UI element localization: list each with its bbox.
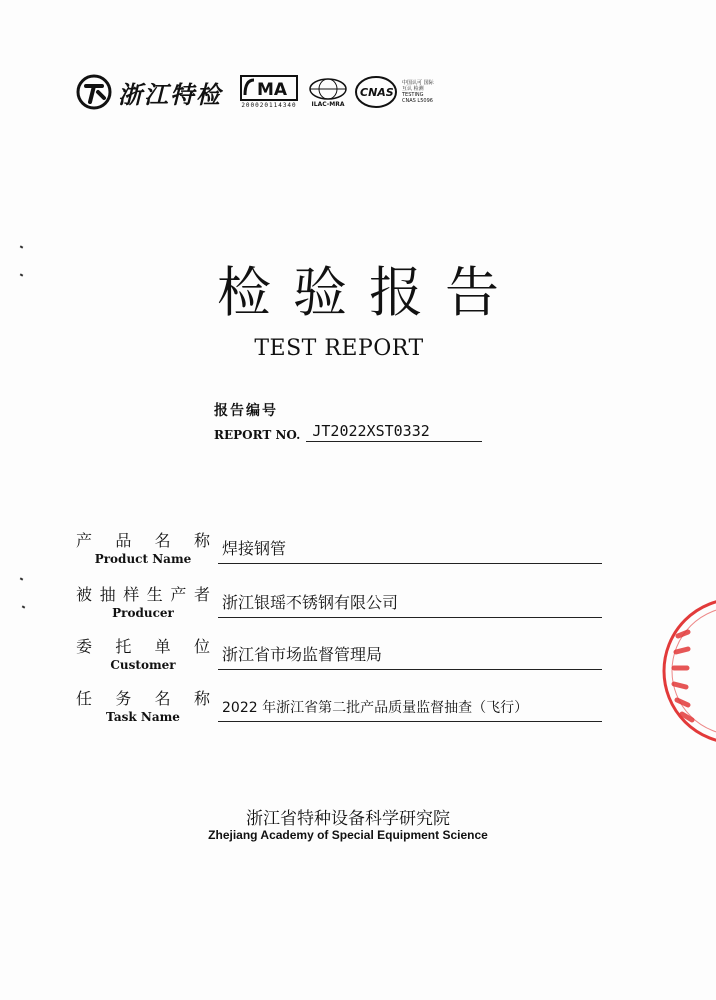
cma-mark xyxy=(240,75,298,109)
field-label-en: Product Name xyxy=(94,552,192,566)
report-no-value: JT2022XST0332 xyxy=(306,422,482,442)
scan-mark xyxy=(22,605,26,608)
cma-cert-number: 200020114340 xyxy=(241,102,297,109)
cnas-code: 中国认可 国际互认 检测 TESTING CNAS L5096 xyxy=(402,80,434,104)
official-seal-icon xyxy=(656,596,716,746)
scan-mark xyxy=(20,245,24,248)
ilac-mra-logo-icon xyxy=(308,77,348,101)
field-product-name xyxy=(76,528,602,580)
field-label-cn: 被 抽 样 生 产 者 xyxy=(76,585,210,604)
field-producer xyxy=(76,582,602,634)
field-customer xyxy=(76,634,602,686)
organization-name-en: Zhejiang Academy of Special Equipment Science xyxy=(208,828,488,842)
field-label-en: Task Name xyxy=(106,710,180,724)
field-label-cn: 委 托 单 位 xyxy=(76,637,210,656)
ilac-mark xyxy=(308,77,348,108)
field-label-en: Producer xyxy=(112,606,174,620)
cma-label: MA xyxy=(257,80,288,100)
field-value: 浙江银瑶不锈钢有限公司 xyxy=(218,590,602,618)
report-title-cn: 检验报告 xyxy=(217,261,521,324)
cnas-label: CNAS xyxy=(360,86,394,99)
field-task-name xyxy=(76,686,602,738)
report-no-label-cn: 报告编号 xyxy=(214,403,278,419)
field-value: 浙江省市场监督管理局 xyxy=(218,642,602,670)
scan-mark xyxy=(20,577,24,580)
report-no-label-en: REPORT NO. xyxy=(214,428,301,442)
field-label-cn: 任 务 名 称 xyxy=(76,689,210,708)
report-title-en: TEST REPORT xyxy=(254,336,424,361)
field-label-cn: 产 品 名 称 xyxy=(76,531,210,550)
report-number xyxy=(214,400,482,442)
cnas-logo-icon xyxy=(354,75,398,109)
field-value: 2022 年浙江省第二批产品质量监督抽查（飞行） xyxy=(218,694,602,722)
ilac-label: ILAC-MRA xyxy=(311,100,345,108)
field-value: 焊接钢管 xyxy=(218,536,602,564)
field-label-en: Customer xyxy=(110,658,176,672)
cma-logo-icon xyxy=(240,75,298,101)
brand-name: 浙江特检 xyxy=(118,80,222,109)
zhejiang-tejian-logo-icon xyxy=(76,74,112,110)
header-logos xyxy=(76,74,434,110)
organization-name-cn: 浙江省特种设备科学研究院 xyxy=(246,809,450,829)
